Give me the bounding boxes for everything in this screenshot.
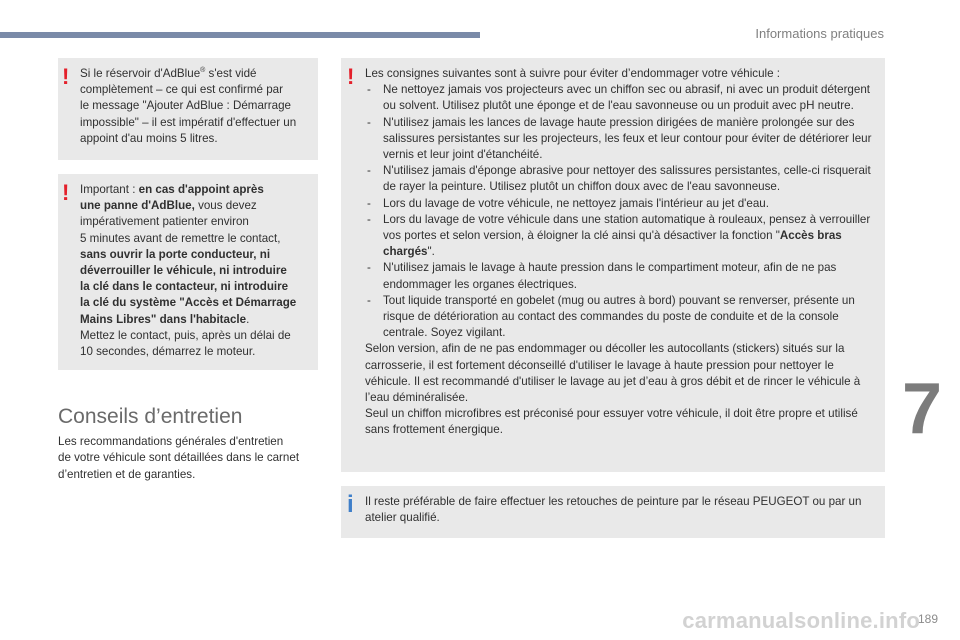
- adblue-important-box: [58, 174, 318, 370]
- chapter-number: 7: [901, 369, 942, 449]
- washing-list: [365, 82, 877, 341]
- washing-instructions-box: [341, 58, 885, 472]
- adblue-warning-box: [58, 58, 318, 160]
- header-bar: [0, 32, 480, 38]
- warning-icon: !: [62, 64, 70, 89]
- list-item: - Tout liquide transporté en gobelet (mug ou autres à bord) pouvant se renverser, présente un risque de détérioration au contact des commandes du poste de conduite et de la console centrale. Soyez vigilant.: [365, 293, 877, 342]
- section-title: Informations pratiques: [755, 26, 884, 41]
- info-icon: i: [347, 491, 354, 518]
- list-item: - N'utilisez jamais les lances de lavage haute pression dirigées de manière prolongée sur des salissures persistantes sur les projecteurs, les feux et leur contour pour éviter de détériorer leur vernis et leur joint d'étanchéité.: [365, 115, 877, 164]
- warning-icon: !: [62, 180, 70, 205]
- section-heading: Conseils d’entretien: [58, 405, 243, 429]
- stickers-paragraph: Selon version, afin de ne pas endommager ou décoller les autocollants (stickers) situés sur la carrosserie, il est fortement déconseillé d'utiliser le lavage à haute pression pour nettoyer le véhicule. Il est recommandé d'utiliser le lavage au jet d’eau à gros débit et de rincer le véhicule à l’eau déminéralisée.: [365, 342, 861, 405]
- adblue-warning-text: Si le réservoir d'AdBlue® s'est vidé complètement – ce qui est confirmé par le message "Ajouter AdBlue : Démarrage impossible" – il est impératif d'effectuer un appoint d'au moins 5 litres.: [80, 67, 297, 145]
- warning-icon: !: [347, 64, 355, 89]
- page-number: 189: [917, 612, 938, 626]
- list-item: - Lors du lavage de votre véhicule dans une station automatique à rouleaux, pensez à verrouiller vos portes et selon version, à éloigner la clé ainsi qu'à désactiver la fonction "Accès bras chargés".: [365, 212, 877, 261]
- paint-info-box: [341, 486, 885, 538]
- maintenance-intro: Les recommandations générales d'entretien de votre véhicule sont détaillées dans le carnet d’entretien et de garanties.: [58, 434, 300, 481]
- microfibre-paragraph: Seul un chiffon microfibres est préconisé pour essuyer votre véhicule, il doit être propre et utilisé sans frottement énergique.: [365, 407, 858, 437]
- watermark: carmanualsonline.info: [682, 608, 920, 633]
- list-item: - Lors du lavage de votre véhicule, ne nettoyez jamais l'intérieur au jet d'eau.: [365, 196, 877, 212]
- adblue-important-text: Important : en cas d'appoint après une panne d'AdBlue, vous devez impérativement patienter environ 5 minutes avant de remettre le contact, sans ouvrir la porte conducteur, ni déverrouiller le véhicule, ni introduire la clé dans le contacteur, ni introduire la clé du système "Accès et Démarrage Mains Libres" dans l'habitacle. Mettez le contact, puis, après un délai de 10 secondes, démarrez le moteur.: [80, 183, 297, 359]
- washing-intro: Les consignes suivantes sont à suivre pour éviter d’endommager votre véhicule :: [365, 67, 781, 80]
- list-item: - N'utilisez jamais d'éponge abrasive pour nettoyer des salissures persistantes, celle-ci risquerait de rayer la peinture. Utilisez plutôt un chiffon doux avec de l'eau savonneuse.: [365, 163, 877, 195]
- list-item: - Ne nettoyez jamais vos projecteurs avec un chiffon sec ou abrasif, ni avec un produit détergent ou solvent. Utilisez plutôt une éponge et de l'eau savonneuse ou un produit avec pH neutre.: [365, 82, 877, 114]
- paint-info-text: Il reste préférable de faire effectuer les retouches de peinture par le réseau PEUGEOT ou par un atelier qualifié.: [365, 495, 862, 525]
- list-item: - N'utilisez jamais le lavage à haute pression dans le compartiment moteur, afin de ne pas endommager les organes électriques.: [365, 260, 877, 292]
